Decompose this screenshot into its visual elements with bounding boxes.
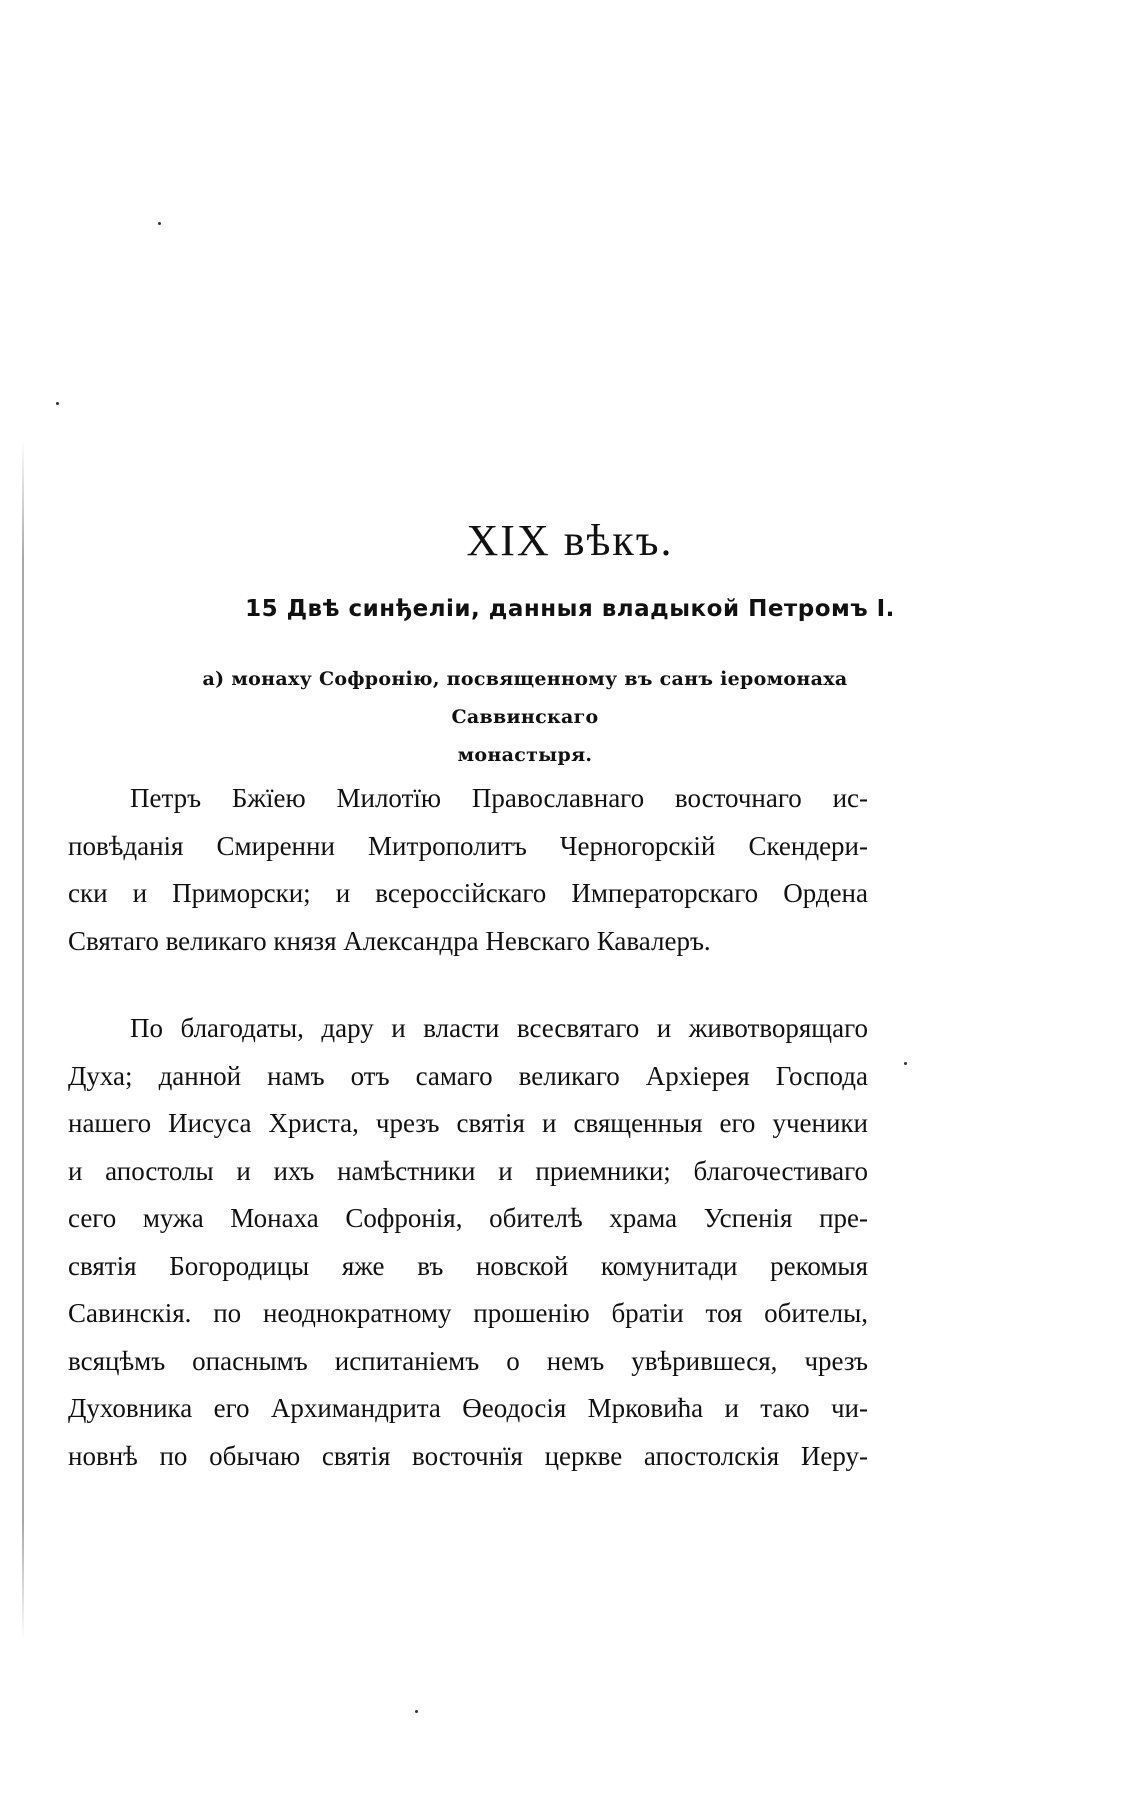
- scan-speck: [56, 402, 59, 405]
- text-line: нашего Иисуса Христа, чрезъ святія и священныя его ученики: [68, 1108, 868, 1138]
- scan-speck: [904, 1062, 907, 1065]
- document-subheading: [175, 660, 875, 774]
- document-heading: 15 Двѣ синђеліи, данныя владыкой Петромъ I.: [245, 596, 895, 622]
- paragraph-title-of-issuer: [68, 775, 868, 965]
- text-line: Святаго великаго князя Александра Невскаго Кавалеръ.: [68, 925, 711, 956]
- text-line: По благодаты, дару и власти всесвятаго и животворящаго: [130, 1013, 868, 1043]
- text-line: Духовника его Архимандрита Өеодосія Мрковиħа и тако чи-: [68, 1393, 868, 1423]
- scan-speck: [158, 222, 161, 225]
- text-line: Савинскія. по неоднократному прошенію братіи тоя обителы,: [68, 1298, 868, 1328]
- paragraph-body: [68, 1005, 868, 1480]
- subheading-line: а) монаху Софронію, посвященному въ санъ іеромонаха Саввинскаго: [202, 668, 848, 728]
- scan-speck: [415, 1710, 418, 1713]
- text-line: Петръ Бжїею Милотїю Православнаго восточнаго ис-: [130, 783, 868, 813]
- text-line: всяцѣмъ опаснымъ испитаніемъ о немъ увѣрившеся, чрезъ: [68, 1345, 868, 1376]
- text-line: сего мужа Монаха Софронія, обителѣ храма Успенія пре-: [68, 1203, 868, 1233]
- century-title: XIX вѣкъ.: [466, 516, 674, 565]
- subheading-line: монастыря.: [457, 744, 593, 766]
- text-line: святія Богородицы яже въ новской комунитади рекомыя: [68, 1250, 868, 1281]
- text-line: ски и Приморски; и всероссійскаго Императорскаго Ордена: [68, 878, 868, 908]
- text-line: новнѣ по обычаю святія восточнїя церкве апостолскія Иеру-: [68, 1440, 868, 1471]
- text-line: повѣданія Смиренни Митрополитъ Черногорскій Скендери-: [68, 830, 868, 861]
- text-line: и апостолы и ихъ намѣстники и приемники; благочестиваго: [68, 1155, 868, 1186]
- text-line: Духа; данной намъ отъ самаго великаго Архіерея Господа: [68, 1060, 868, 1091]
